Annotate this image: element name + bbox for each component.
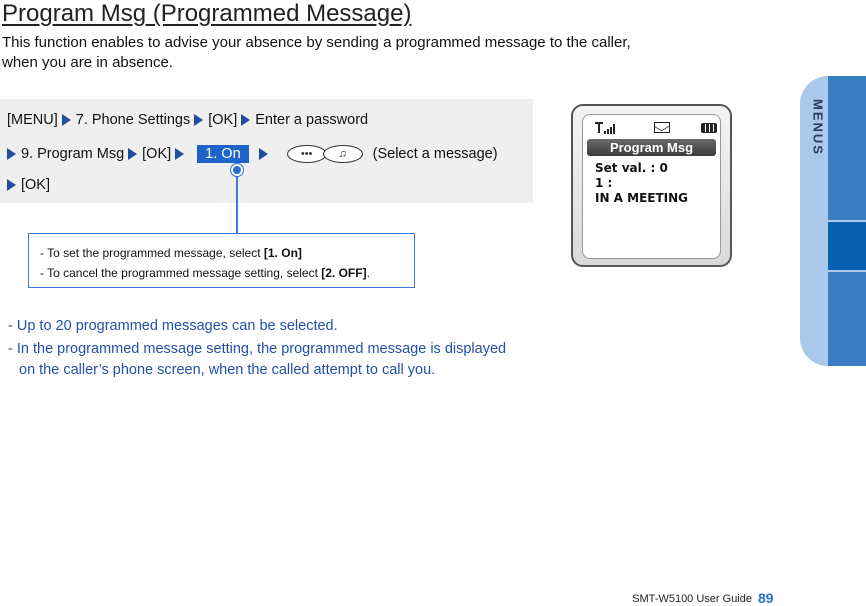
side-tab-active-segment [828,222,866,270]
phone-status-bar [583,115,720,137]
arrow-right-icon [259,148,268,160]
menu-path-line-2 [7,145,498,163]
menu-step: 7. Phone Settings [75,112,191,128]
side-tab-label: MENUS [810,99,826,156]
menu-step: [OK] [21,177,51,193]
nav-key-left-icon: ••• [287,145,327,163]
arrow-right-icon [194,114,203,126]
select-message-note: (Select a message) [372,146,498,162]
arrow-right-icon [62,114,71,126]
menu-step: Enter a password [255,112,369,128]
arrow-right-icon [7,179,16,191]
page-number: 89 [758,590,774,606]
phone-screen-line: Set val. : 0 [595,161,668,175]
battery-icon [701,123,717,133]
arrow-right-icon [175,148,184,160]
menu-path-box [0,99,533,203]
note-text: - To set the programmed message, select [40,246,264,260]
list-item: - Up to 20 programmed messages can be selected. [8,318,338,334]
page-title: Program Msg (Programmed Message) [2,0,412,27]
phone-screen [582,114,721,259]
arrow-right-icon [128,148,137,160]
intro-line-2: when you are in absence. [2,54,173,71]
menu-path-line-1 [7,112,368,128]
phone-screen-header: Program Msg [587,139,716,156]
signal-strength-icon [595,122,617,134]
list-item: - In the programmed message setting, the programmed message is displayed on the caller’s phone screen, when the called attempt to call you. [8,341,507,378]
phone-screen-line: 1 : [595,176,613,190]
note-text: - To cancel the programmed message setting, select [40,266,322,280]
note-bold-option: [1. On] [263,246,302,260]
note-bold-option: [2. OFF] [321,266,367,280]
note-line-2 [40,263,414,283]
nav-key-right-icon: ♫ [323,145,363,163]
menu-step: 9. Program Msg [21,146,125,162]
navigation-keys [287,145,363,163]
arrow-right-icon [7,148,16,160]
footer-guide-name: SMT-W5100 User Guide [632,593,752,605]
notes-list [8,316,508,383]
note-line-1 [40,243,414,263]
callout-connector-line [236,175,238,233]
menu-path-line-3 [7,177,50,193]
message-envelope-icon [654,122,670,133]
on-option-badge: 1. On [197,145,248,163]
callout-connector-dot [231,164,243,176]
side-tab-segment [828,272,866,366]
note-text: . [366,266,370,280]
intro-text [2,33,692,73]
arrow-right-icon [241,114,250,126]
callout-note-box [28,233,415,288]
side-tab-segment [828,76,866,220]
menu-step: [OK] [142,146,172,162]
menu-step: [OK] [208,112,238,128]
phone-display-illustration [571,104,732,267]
intro-line-1: This function enables to advise your absence by sending a programmed message to the caller, [2,34,631,51]
phone-screen-line: IN A MEETING [595,191,689,205]
menu-step: [MENU] [7,112,58,128]
